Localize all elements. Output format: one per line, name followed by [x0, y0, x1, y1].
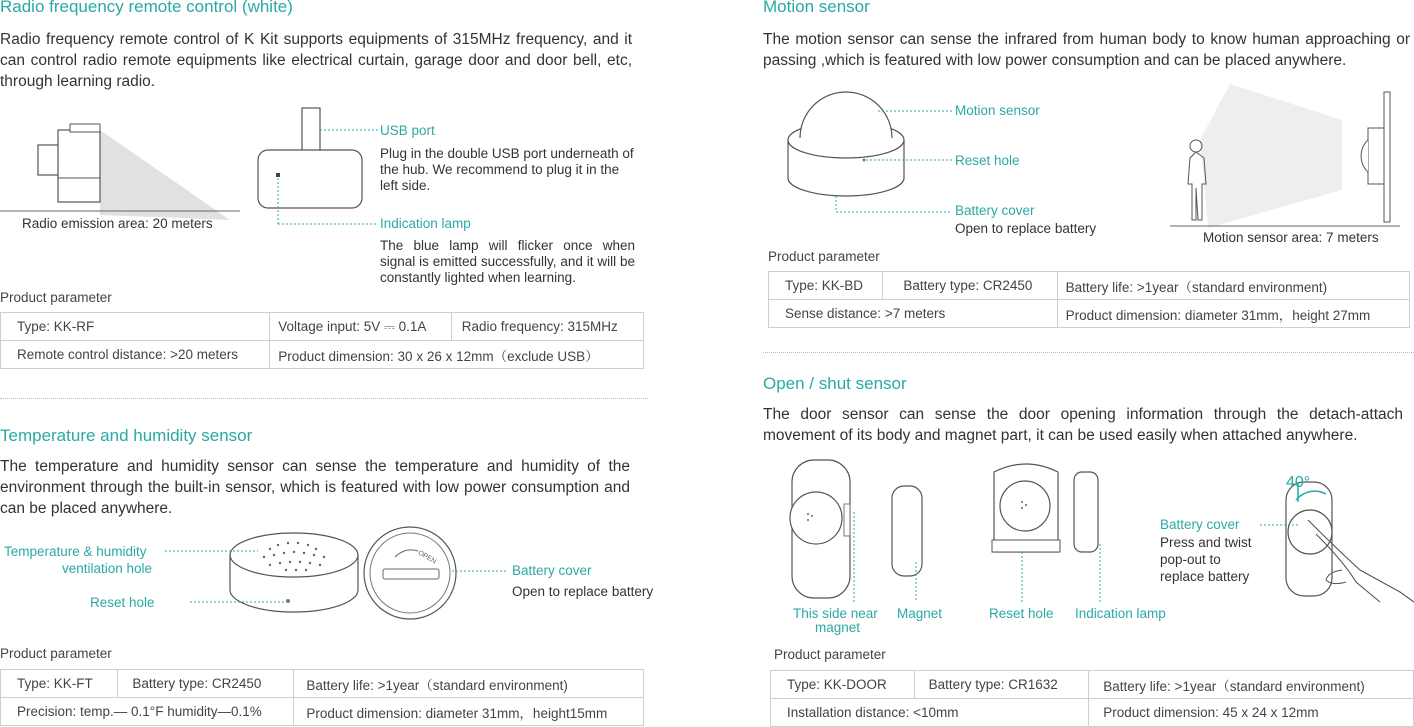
th-reset-label: Reset hole: [90, 595, 155, 610]
table-cell: Product dimension: diameter 31mm，height15mm: [294, 698, 644, 726]
door-cover-desc-2: pop-out to: [1160, 552, 1221, 567]
th-cover-label: Battery cover: [512, 563, 592, 578]
door-magnet-label: Magnet: [897, 606, 943, 621]
rf-param-heading: Product parameter: [0, 290, 112, 305]
table-row: [771, 671, 1414, 699]
motion-sensor-label: Motion sensor: [955, 103, 1040, 118]
door-near-label-2: magnet: [815, 620, 861, 635]
rf-param-table: [0, 312, 644, 369]
door-lamp-label: Indication lamp: [1075, 606, 1166, 621]
th-param-heading: Product parameter: [0, 646, 112, 661]
door-near-label-1: This side near: [793, 606, 878, 621]
table-cell: Battery type: CR1632: [914, 671, 1089, 699]
th-cover-desc: Open to replace battery: [512, 584, 654, 599]
door-cover-label: Battery cover: [1160, 517, 1240, 532]
table-cell: Type: KK-BD: [769, 272, 883, 300]
rf-description: Radio frequency remote control of K Kit supports equipments of 315MHz frequency, and it can control radio remote equipments like electrical curtain, garage door and door bell, etc, through learning radio.: [0, 31, 632, 90]
door-param-heading: Product parameter: [774, 647, 886, 662]
motion-description: The motion sensor can sense the infrared from human body to know human approaching or passing ,which is featured with low power consumption and can be placed anywhere.: [763, 31, 1410, 69]
motion-area-caption: Motion sensor area: 7 meters: [1203, 230, 1379, 245]
table-row: [769, 272, 1410, 300]
door-param-table: [770, 670, 1414, 727]
motion-title: Motion sensor: [763, 0, 870, 16]
table-row: [1, 698, 644, 726]
th-vent-label-1: Temperature & humidity: [4, 544, 147, 559]
table-cell: Battery life: >1year（standard environment): [1057, 272, 1409, 300]
table-row: [1, 341, 644, 369]
th-title: Temperature and humidity sensor: [0, 426, 253, 445]
door-cover-desc-1: Press and twist: [1160, 535, 1252, 550]
door-description: The door sensor can sense the door opening information through the detach-attach movement of its body and magnet part, it can be used easily when attached anywhere.: [763, 406, 1403, 444]
table-cell: Remote control distance: >20 meters: [1, 341, 270, 369]
motion-param-table: [768, 271, 1410, 328]
table-cell: Type: KK-RF: [1, 313, 270, 341]
section-divider: [763, 352, 1414, 353]
table-row: [1, 313, 644, 341]
table-cell: Battery type: CR2450: [883, 272, 1057, 300]
rf-usb-label: USB port: [380, 123, 435, 138]
table-cell: Product dimension: 45 x 24 x 12mm: [1089, 699, 1414, 727]
table-cell: Precision: temp.— 0.1°F humidity—0.1%: [1, 698, 294, 726]
table-row: [771, 699, 1414, 727]
table-cell: Type: KK-DOOR: [771, 671, 915, 699]
rf-title: Radio frequency remote control (white): [0, 0, 293, 16]
table-cell: Battery life: >1year（standard environment): [1089, 671, 1414, 699]
door-cover-desc-3: replace battery: [1160, 569, 1250, 584]
motion-param-heading: Product parameter: [768, 249, 880, 264]
th-open-mark: OPEN: [416, 549, 438, 566]
door-angle-label: 40°: [1286, 474, 1311, 491]
table-row: [1, 670, 644, 698]
table-cell: Battery type: CR2450: [118, 670, 294, 698]
table-cell: Radio frequency: 315MHz: [451, 313, 643, 341]
motion-illustration: [760, 80, 1414, 240]
table-cell: Voltage input: 5V ⎓ 0.1A: [270, 313, 451, 341]
table-cell: Installation distance: <10mm: [771, 699, 1089, 727]
rf-lamp-label: Indication lamp: [380, 216, 471, 231]
door-reset-label: Reset hole: [989, 606, 1054, 621]
table-cell: Sense distance: >7 meters: [769, 300, 1058, 328]
table-cell: Product dimension: diameter 31mm，height 27mm: [1057, 300, 1409, 328]
door-illustration: [760, 452, 1414, 612]
table-row: [769, 300, 1410, 328]
rf-usb-desc: Plug in the double USB port underneath of the hub. We recommend to plug it in the left side.: [380, 146, 634, 193]
door-title: Open / shut sensor: [763, 374, 907, 393]
table-cell: Product dimension: 30 x 26 x 12mm（exclude USB）: [270, 341, 644, 369]
motion-reset-label: Reset hole: [955, 153, 1020, 168]
motion-cover-label: Battery cover: [955, 203, 1035, 218]
table-cell: Battery life: >1year（standard environment): [294, 670, 644, 698]
th-vent-label-2: ventilation hole: [62, 561, 153, 576]
motion-cover-desc: Open to replace battery: [955, 221, 1097, 236]
rf-emission-caption: Radio emission area: 20 meters: [22, 216, 213, 231]
th-param-table: [0, 669, 644, 726]
th-description: The temperature and humidity sensor can sense the temperature and humidity of the environment through the built-in sensor, which is featured with low power consumption and can be placed anywhere.: [0, 458, 630, 517]
section-divider: [0, 398, 648, 399]
table-cell: Type: KK-FT: [1, 670, 118, 698]
rf-lamp-desc: The blue lamp will flicker once when signal is emitted successfully, and it will be constantly lighted when learning.: [380, 238, 635, 285]
